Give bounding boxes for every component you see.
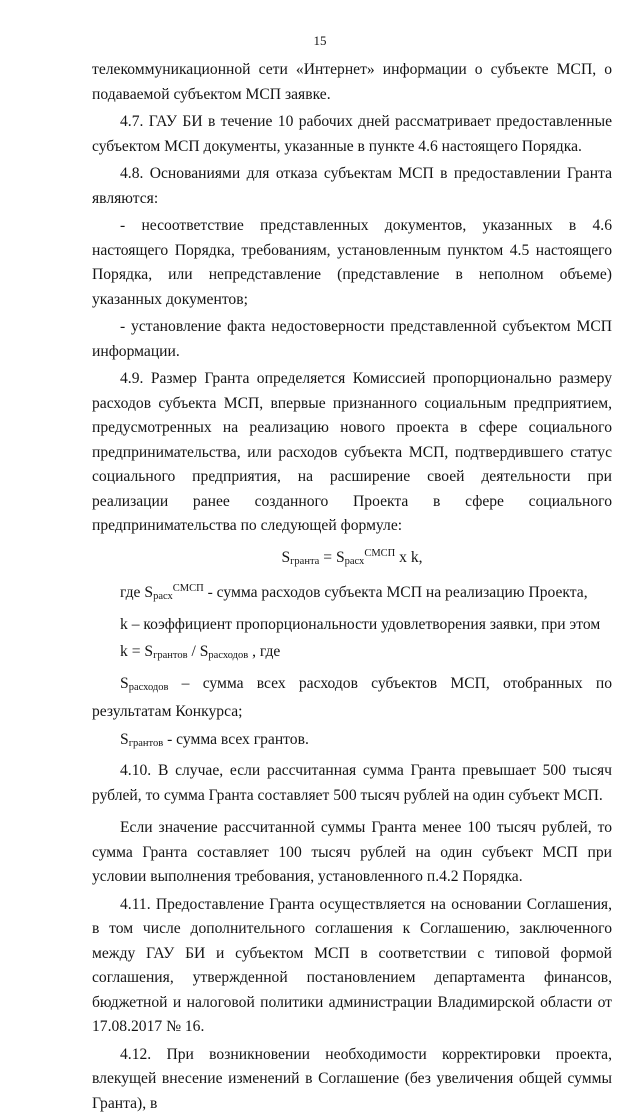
grant-formula bbox=[92, 542, 612, 575]
paragraph-4-8-item-1: - несоответствие представленных документов, указанных в 4.6 настоящего Порядка, требованиям, установленным пунктом 4.5 настоящего Порядка, или непредставление (представление в неполном объеме) указанных документов; bbox=[92, 217, 612, 308]
paragraph-4-8-item-2: - установление факта недостоверности представленной субъектом МСП информации. bbox=[92, 318, 612, 360]
definition-s-grantov bbox=[92, 728, 612, 757]
def-sup-smsp: СМСП bbox=[172, 583, 204, 594]
k-tail: , где bbox=[248, 643, 281, 660]
paragraph-continuation: телекоммуникационной сети «Интернет» информации о субъекте МСП, о подаваемой субъектом МСП заявке. bbox=[92, 61, 612, 103]
paragraph-4-8: 4.8. Основаниями для отказа субъектам МСП в предоставлении Гранта являются: bbox=[92, 165, 612, 207]
def-prefix: где bbox=[120, 584, 145, 601]
formula-equals: = bbox=[319, 548, 336, 566]
formula-sub-granta: гранта bbox=[290, 555, 320, 567]
def-s-symbol: S bbox=[144, 584, 154, 601]
formula-tail: x k, bbox=[395, 548, 423, 566]
document-body bbox=[92, 58, 612, 1119]
def-s-grantov-text: - сумма всех грантов. bbox=[163, 730, 309, 748]
page-number: 15 bbox=[313, 33, 327, 48]
k-s-grantov: S bbox=[144, 643, 154, 660]
def-text: - сумма расходов субъекта МСП на реализацию Проекта, bbox=[203, 584, 588, 601]
formula-sup-smsp: СМСП bbox=[364, 547, 396, 559]
def-s-rasxodov-text: – сумма всех расходов субъектов МСП, отобранных по результатам Конкурса; bbox=[92, 674, 612, 720]
def-sub-rasxodov: расходов bbox=[128, 681, 169, 693]
k-slash: / bbox=[187, 643, 200, 660]
formula-sub-rasx: расх bbox=[344, 555, 365, 567]
definition-k: k – коэффициент пропорциональности удовлетворения заявки, при этом bbox=[120, 615, 601, 633]
k-s-rasxodov: S bbox=[199, 643, 209, 660]
paragraph-4-10-cont: Если значение рассчитанной суммы Гранта менее 100 тысяч рублей, то сумма Гранта составляет 100 тысяч рублей на один субъект МСП при условии выполнения требования, установленного п.4.2 Порядка. bbox=[92, 819, 612, 885]
paragraph-4-7: 4.7. ГАУ БИ в течение 10 рабочих дней рассматривает предоставленные субъектом МСП документы, указанные в пункте 4.6 настоящего Порядка. bbox=[92, 113, 612, 155]
def-s-grantov-symbol: S bbox=[120, 730, 129, 748]
definition-k-formula bbox=[92, 640, 612, 669]
def-s-rasxodov-symbol: S bbox=[120, 674, 129, 692]
paragraph-4-12: 4.12. При возникновении необходимости корректировки проекта, влекущей внесение изменений в Соглашение (без увеличения общей суммы Гранта), в bbox=[92, 1045, 612, 1112]
paragraph-4-9: 4.9. Размер Гранта определяется Комиссией пропорционально размеру расходов субъекта МСП, впервые признанного социальным предприятием, предусмотренных на реализацию нового проекта в сфере социального предпринимательства, или расходов субъекта МСП, подтвердившего статус социального предприятия, на расширение своей деятельности при реализации ранее созданного Проекта в сфере социального предпринимательства по следующей формуле: bbox=[92, 370, 612, 534]
paragraph-4-11: 4.11. Предоставление Гранта осуществляется на основании Соглашения, в том числе дополнительного соглашения к Соглашению, заключенного между ГАУ БИ и субъектом МСП в соответствии с типовой формой соглашения, утвержденной постановлением департамента финансов, бюджетной и налоговой политики администрации Владимирской области от 17.08.2017 № 16. bbox=[92, 895, 612, 1035]
k-equals: k = bbox=[120, 643, 145, 660]
definition-s-rasx bbox=[92, 577, 612, 610]
definition-s-rasxodov bbox=[92, 672, 612, 725]
k-sub-rasxodov: расходов bbox=[208, 650, 249, 661]
formula-s-right: S bbox=[335, 548, 345, 566]
def-sub-rasx: расх bbox=[153, 591, 173, 602]
def-sub-grantov: грантов bbox=[128, 737, 164, 749]
k-sub-grantov: грантов bbox=[153, 650, 188, 661]
paragraph-4-10: 4.10. В случае, если рассчитанная сумма Гранта превышает 500 тысяч рублей, то сумма Гранта составляет 500 тысяч рублей на один субъект МСП. bbox=[92, 762, 612, 804]
formula-s-left: S bbox=[281, 548, 291, 566]
